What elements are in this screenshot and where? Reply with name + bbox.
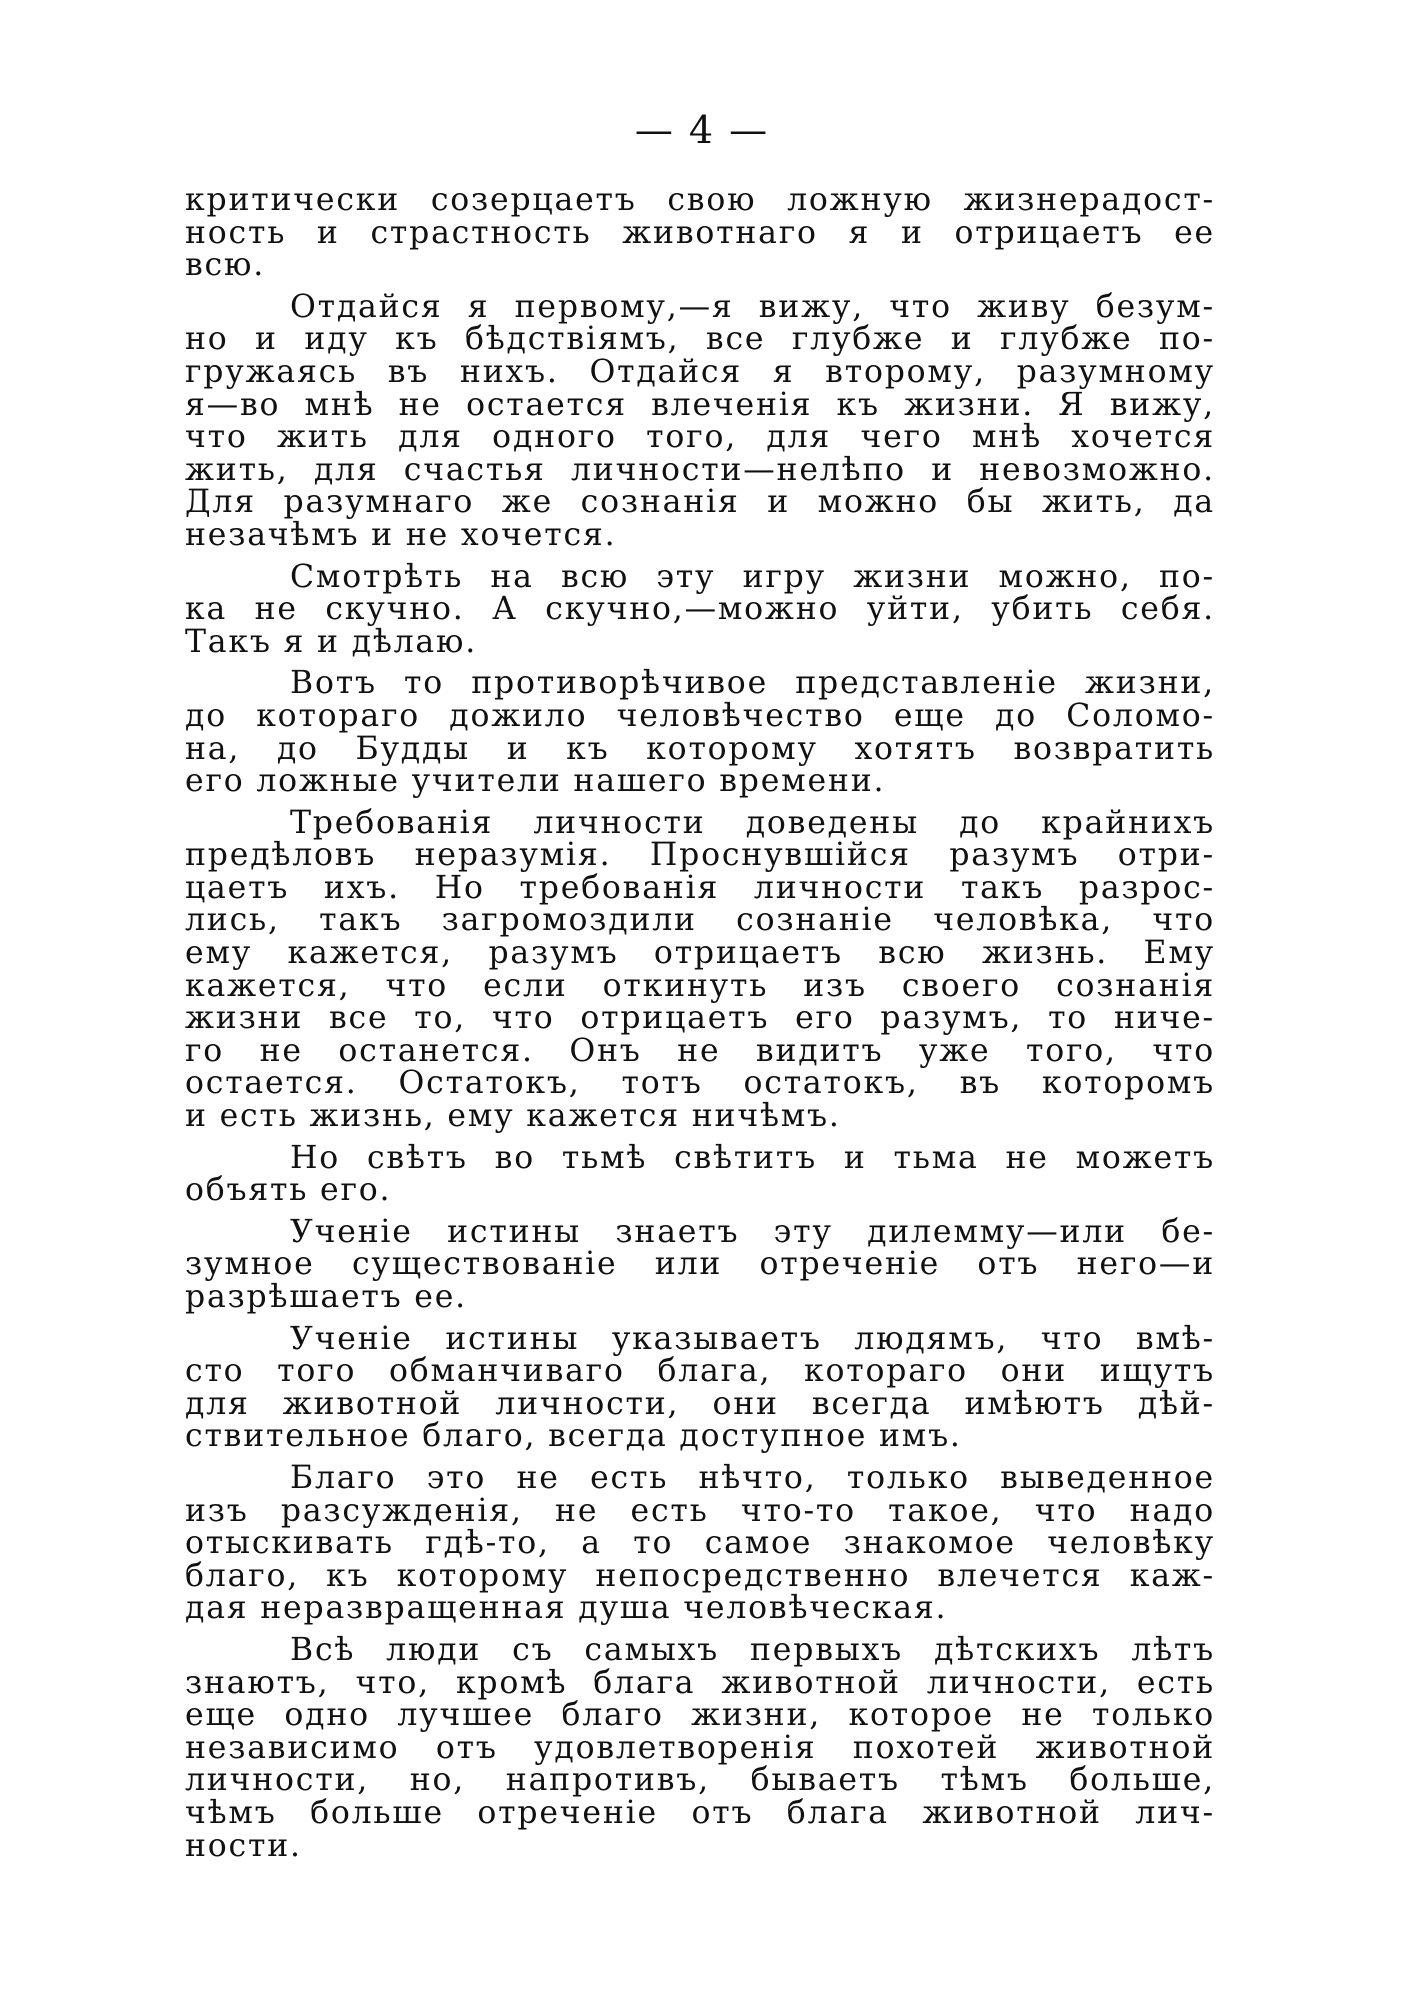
text-line: ности. (185, 1827, 302, 1864)
paragraph (185, 288, 1215, 553)
text-line: Но свѣтъ во тьмѣ свѣтитъ и тьма не можетъ (290, 1139, 1215, 1176)
text-line: зумное существованіе или отреченіе отъ него—и (185, 1246, 1215, 1283)
text-line: гружаясь въ нихъ. Отдайся я второму, разумному (185, 353, 1215, 390)
text-line: Такъ я и дѣлаю. (185, 623, 478, 660)
text-line: критически созерцаетъ свою ложную жизнерадост- (185, 182, 1215, 218)
text-line: ствительное благо, всегда доступное имъ. (185, 1418, 962, 1455)
paragraph (185, 558, 1215, 660)
text-line: благо, къ которому непосредственно влечется каж- (185, 1557, 1215, 1594)
text-line: и есть жизнь, ему кажется ничѣмъ. (185, 1098, 841, 1135)
body-text (185, 184, 1215, 1871)
text-line: я—во мнѣ не остается влеченія къ жизни. Я вижу, (185, 386, 1215, 423)
text-line: Отдайся я первому,—я вижу, что живу безум- (290, 288, 1215, 325)
text-line: кажется, что если откинуть изъ своего сознанія (185, 967, 1215, 1004)
text-line: ность и страстность животнаго я и отрицаетъ ее (185, 214, 1215, 251)
text-line: цаетъ ихъ. Но требованія личности такъ разрос- (185, 869, 1215, 906)
text-line: до котораго дожило человѣчество еще до Соломо- (185, 697, 1215, 734)
text-line: жизни все то, что отрицаетъ его разумъ, то ниче- (185, 1000, 1215, 1037)
text-line: независимо отъ удовлетворенія похотей животной (185, 1729, 1215, 1766)
text-line: Всѣ люди съ самыхъ первыхъ дѣтскихъ лѣтъ (290, 1631, 1215, 1668)
text-line: ка не скучно. А скучно,—можно уйти, убить себя. (185, 591, 1215, 628)
text-line: дая неразвращенная душа человѣческая. (185, 1590, 948, 1627)
paragraph (185, 1631, 1215, 1864)
text-line: чѣмъ больше отреченіе отъ блага животной лич- (185, 1794, 1215, 1831)
text-line: но и иду къ бѣдствіямъ, все глубже и глубже по- (185, 321, 1215, 358)
paragraph (185, 1213, 1215, 1315)
text-line: ему кажется, разумъ отрицаетъ всю жизнь. Ему (185, 935, 1215, 972)
text-line: Благо это не есть нѣчто, только выведенное (290, 1459, 1215, 1496)
paragraph (185, 1459, 1215, 1627)
text-line: предѣловъ неразумія. Проснувшійся разумъ отри- (185, 837, 1215, 874)
text-line: на, до Будды и къ которому хотятъ возвратить (185, 730, 1215, 767)
text-line: лись, такъ загромоздили сознаніе человѣка, что (185, 902, 1215, 939)
text-line: объять его. (185, 1172, 392, 1209)
text-line: личности, но, напротивъ, бываетъ тѣмъ больше, (185, 1762, 1215, 1799)
text-line: жить, для счастья личности—нелѣпо и невозможно. (185, 451, 1215, 488)
text-line: Вотъ то противорѣчивое представленіе жизни, (290, 665, 1215, 702)
paragraph (185, 1139, 1215, 1209)
text-line: остается. Остатокъ, тотъ остатокъ, въ которомъ (185, 1065, 1215, 1102)
text-line: Для разумнаго же сознанія и можно бы жить, да (185, 484, 1215, 521)
text-line: сто того обманчиваго блага, котораго они ищутъ (185, 1353, 1215, 1390)
text-line: незачѣмъ и не хочется. (185, 516, 617, 553)
text-line: го не останется. Онъ не видитъ уже того, что (185, 1032, 1215, 1069)
text-line: Ученіе истины указываетъ людямъ, что вмѣ- (290, 1320, 1215, 1357)
paragraph (185, 804, 1215, 1135)
text-line: изъ разсужденія, не есть что-то такое, что надо (185, 1492, 1215, 1529)
text-line: Смотрѣть на всю эту игру жизни можно, по- (290, 558, 1215, 595)
text-line: разрѣшаетъ ее. (185, 1279, 467, 1315)
paragraph (185, 1320, 1215, 1455)
text-line: для животной личности, они всегда имѣютъ дѣй- (185, 1385, 1215, 1422)
text-line: знаютъ, что, кромѣ блага животной личности, есть (185, 1664, 1215, 1701)
text-line: Ученіе истины знаетъ эту дилемму—или бе- (290, 1213, 1215, 1250)
text-line: еще одно лучшее благо жизни, которое не только (185, 1697, 1215, 1734)
text-line: всю. (185, 247, 266, 284)
text-line: его ложные учители нашего времени. (185, 763, 886, 800)
paragraph (185, 665, 1215, 800)
text-line: что жить для одного того, для чего мнѣ хочется (185, 419, 1215, 456)
text-line: отыскивать гдѣ-то, а то самое знакомое человѣку (185, 1525, 1215, 1562)
page-number: — 4 — (634, 108, 770, 152)
text-line: Требованія личности доведены до крайнихъ (290, 804, 1215, 841)
paragraph (185, 184, 1215, 282)
